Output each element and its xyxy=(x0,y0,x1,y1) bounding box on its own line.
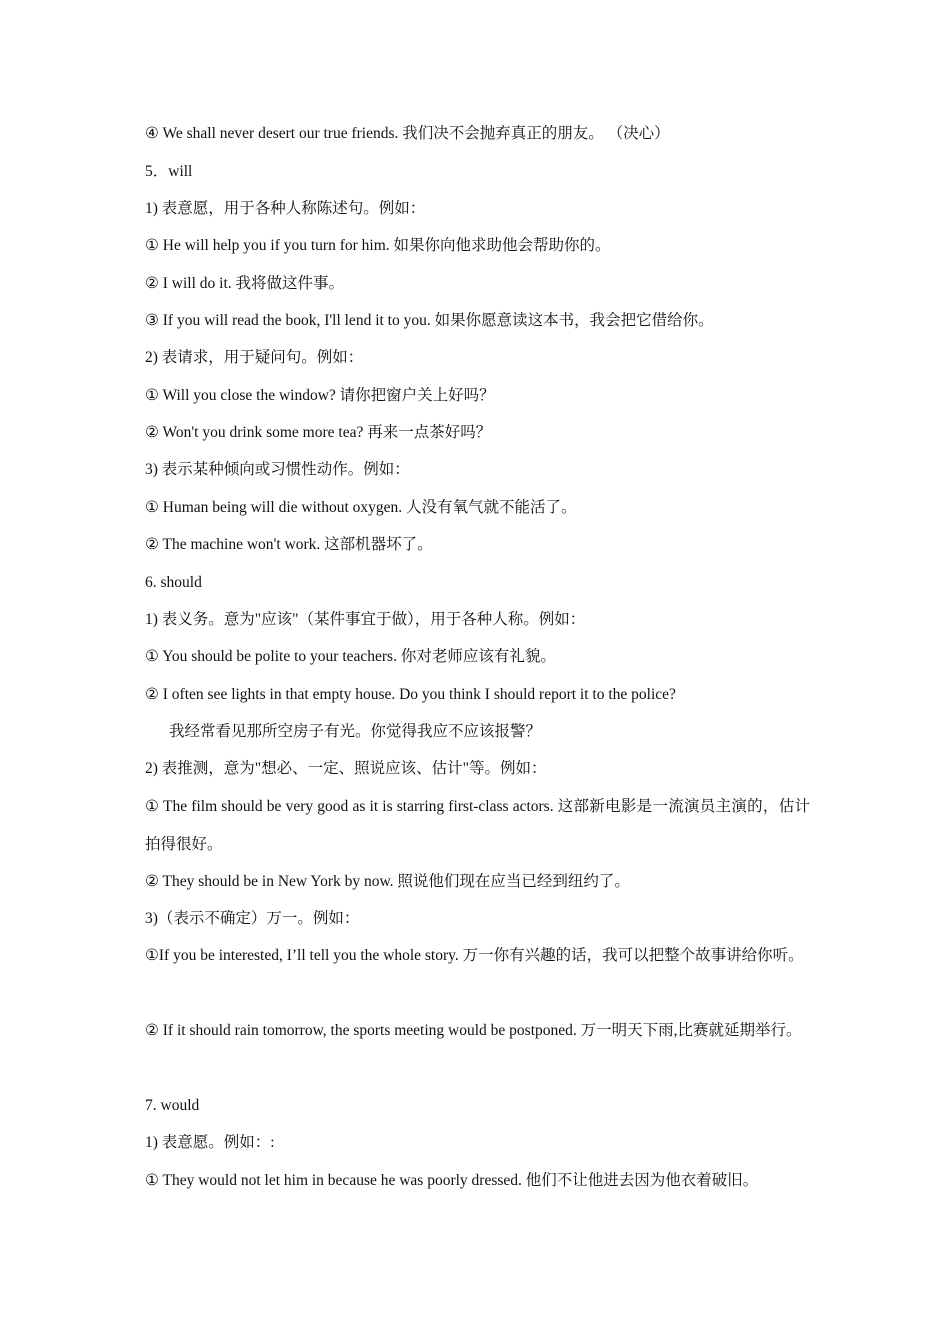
example-line: ② The machine won't work. 这部机器坏了。 xyxy=(145,536,433,553)
section-heading-should: 6. should xyxy=(145,574,202,591)
example-line: ④ We shall never desert our true friends. 我们决不会抛弃真正的朋友。 （决心） xyxy=(145,125,670,142)
section-heading-would: 7. would xyxy=(145,1097,200,1114)
usage-heading: 2) 表请求，用于疑问句。例如： xyxy=(145,349,364,366)
usage-heading: 1) 表义务。意为"应该"（某件事宜于做），用于各种人称。例如： xyxy=(145,611,586,628)
example-line: ② They should be in New York by now. 照说他们现在应当已经到纽约了。 xyxy=(145,873,630,890)
example-line: ③ If you will read the book, I'll lend it to you. 如果你愿意读这本书，我会把它借给你。 xyxy=(145,312,714,329)
usage-heading: 1) 表意愿。例如：: xyxy=(145,1134,275,1151)
example-line: ① You should be polite to your teachers. 你对老师应该有礼貌。 xyxy=(145,648,556,665)
usage-heading: 2) 表推测，意为"想必、一定、照说应该、估计"等。例如： xyxy=(145,760,547,777)
example-line: ① They would not let him in because he was poorly dressed. 他们不让他进去因为他衣着破旧。 xyxy=(145,1172,759,1189)
example-line: ② I will do it. 我将做这件事。 xyxy=(145,275,345,292)
example-line: ① The film should be very good as it is starring first-class actors. 这部新电影是一流演员主演的，估计拍得很好。 xyxy=(145,798,810,853)
example-line: ② Won't you drink some more tea? 再来一点茶好吗？ xyxy=(145,424,492,441)
example-line: ① He will help you if you turn for him. 如果你向他求助他会帮助你的。 xyxy=(145,237,611,254)
example-line: ①If you be interested, I’ll tell you the whole story. 万一你有兴趣的话，我可以把整个故事讲给你听。 xyxy=(145,947,804,964)
example-line: ① Will you close the window? 请你把窗户关上好吗？ xyxy=(145,387,495,404)
example-line: ① Human being will die without oxygen. 人没有氧气就不能活了。 xyxy=(145,499,577,516)
example-line: ② If it should rain tomorrow, the sports meeting would be postponed. 万一明天下雨,比赛就延期举行。 xyxy=(145,1022,802,1039)
usage-heading: 3) 表示某种倾向或习惯性动作。例如： xyxy=(145,461,410,478)
example-line: ② I often see lights in that empty house. Do you think I should report it to the police? xyxy=(145,686,676,703)
example-translation: 我经常看见那所空房子有光。你觉得我应不应该报警？ xyxy=(169,723,542,740)
usage-heading: 1) 表意愿，用于各种人称陈述句。例如： xyxy=(145,200,426,217)
section-heading-will: 5．will xyxy=(145,163,193,180)
usage-heading: 3)（表示不确定）万一。例如： xyxy=(145,910,360,927)
